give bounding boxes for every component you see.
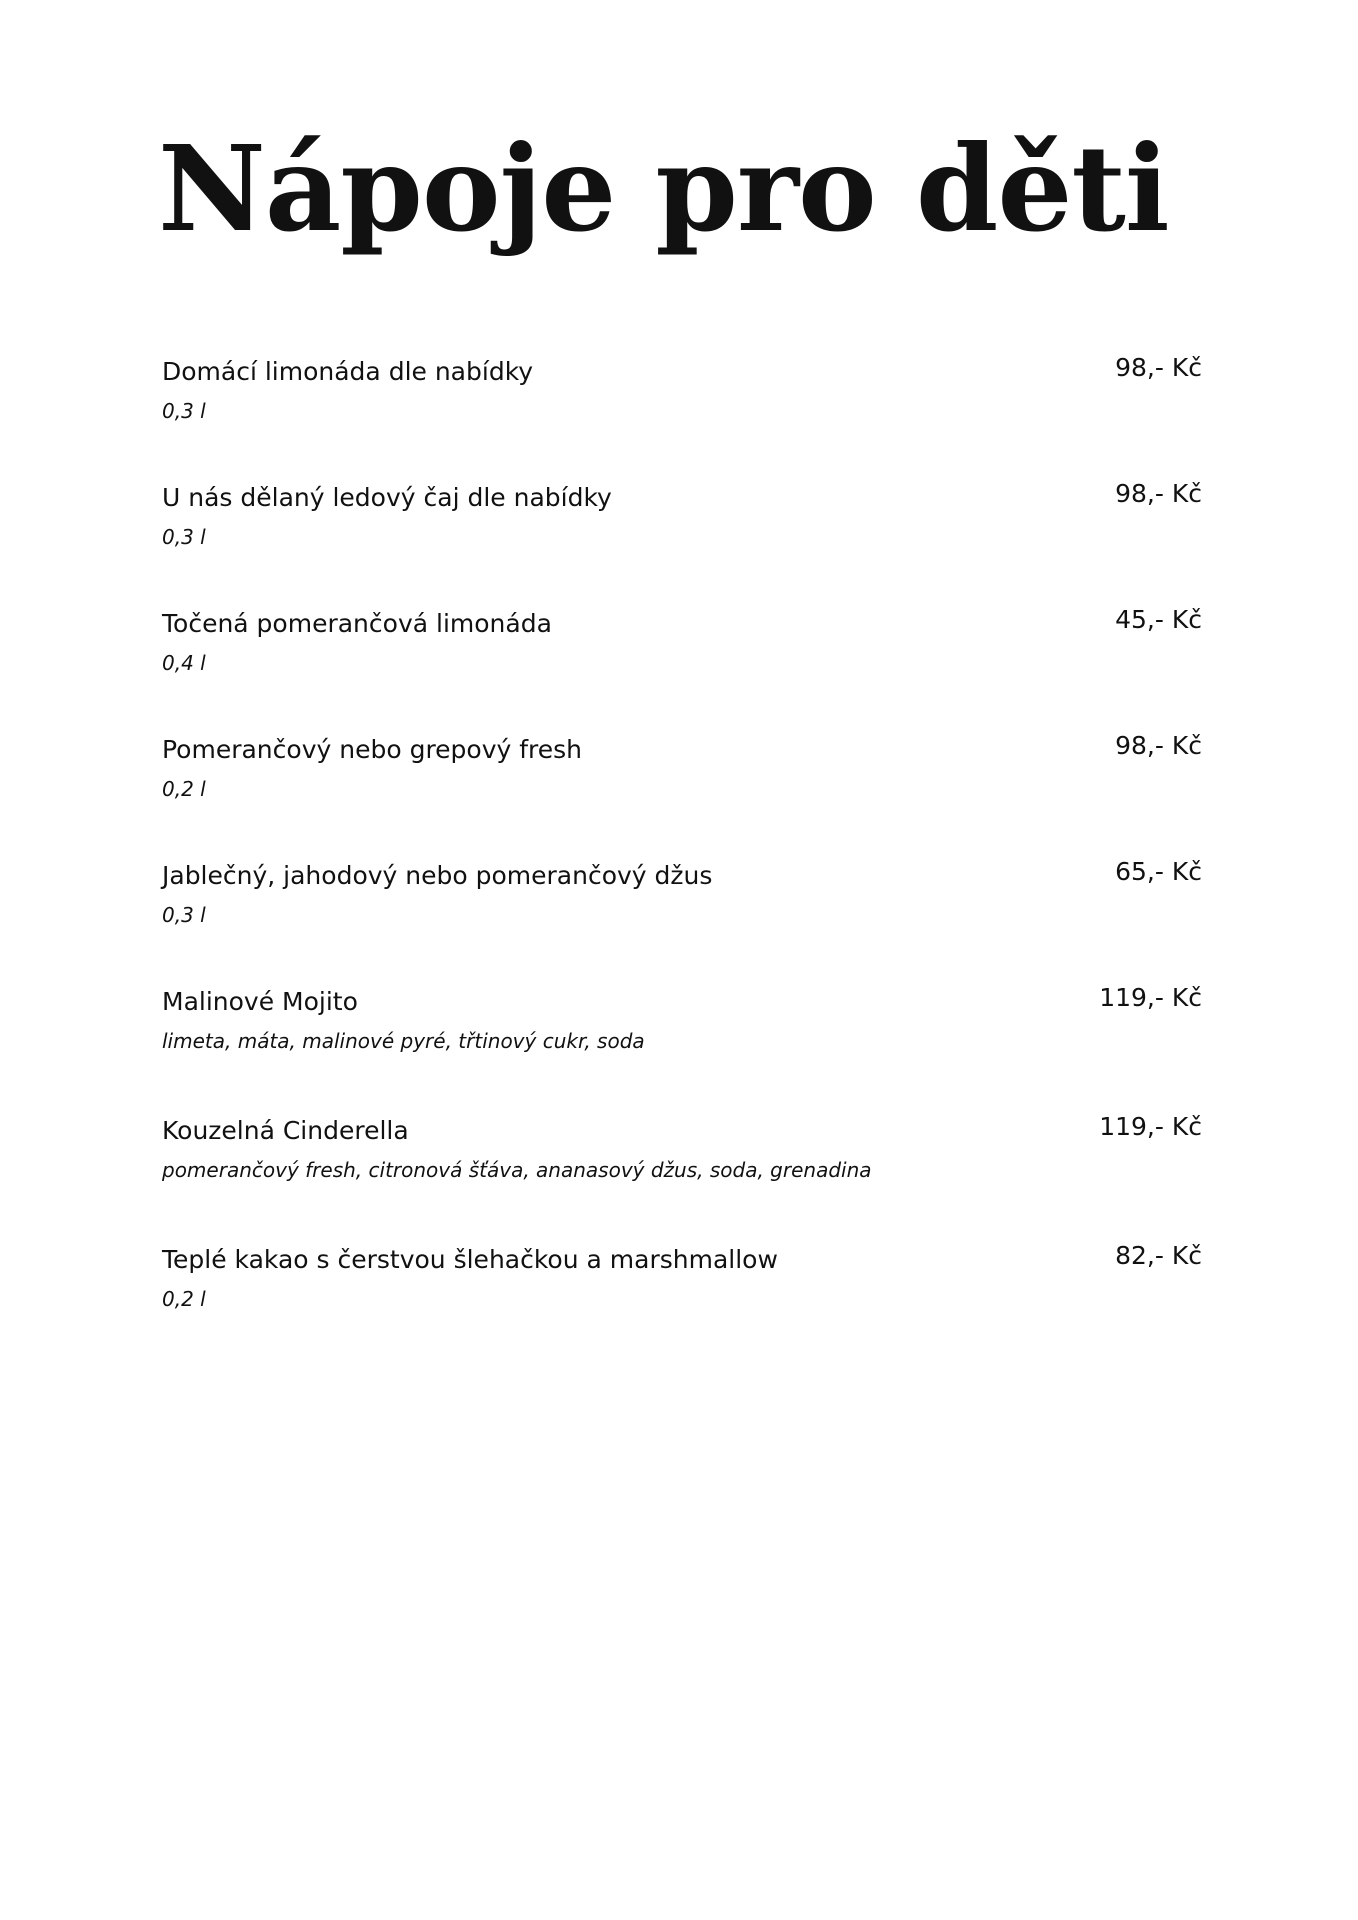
- item-volume: 0,2 l: [162, 1287, 206, 1311]
- item-price: 98,- Kč: [1115, 353, 1202, 382]
- item-name: Domácí limonáda dle nabídky: [162, 357, 534, 386]
- list-item: [162, 604, 1202, 730]
- list-item: [162, 730, 1202, 856]
- item-volume: 0,3 l: [162, 399, 206, 423]
- list-item: [162, 478, 1202, 604]
- item-price: 119,- Kč: [1099, 983, 1202, 1012]
- item-price: 82,- Kč: [1115, 1241, 1202, 1270]
- list-item: [162, 1111, 1202, 1240]
- item-name: U nás dělaný ledový čaj dle nabídky: [162, 483, 612, 512]
- item-ingredients: pomerančový fresh, citronová šťáva, ananasový džus, soda, grenadina: [162, 1158, 872, 1182]
- item-name: Pomerančový nebo grepový fresh: [162, 735, 583, 764]
- item-price: 98,- Kč: [1115, 731, 1202, 760]
- item-name: Jablečný, jahodový nebo pomerančový džus: [162, 861, 713, 890]
- item-name: Točená pomerančová limonáda: [162, 609, 552, 638]
- item-price: 98,- Kč: [1115, 479, 1202, 508]
- item-volume: 0,3 l: [162, 525, 206, 549]
- item-price: 119,- Kč: [1099, 1112, 1202, 1141]
- item-volume: 0,3 l: [162, 903, 206, 927]
- list-item: [162, 352, 1202, 478]
- item-ingredients: limeta, máta, malinové pyré, třtinový cukr, soda: [162, 1029, 645, 1053]
- list-item: [162, 856, 1202, 982]
- page-title: Nápoje pro děti: [158, 119, 1169, 258]
- item-price: 65,- Kč: [1115, 857, 1202, 886]
- item-price: 45,- Kč: [1115, 605, 1202, 634]
- list-item: [162, 1240, 1202, 1366]
- drinks-list: [162, 352, 1202, 1366]
- item-name: Kouzelná Cinderella: [162, 1116, 409, 1145]
- item-name: Malinové Mojito: [162, 987, 358, 1016]
- item-volume: 0,4 l: [162, 651, 206, 675]
- list-item: [162, 982, 1202, 1111]
- item-volume: 0,2 l: [162, 777, 206, 801]
- item-name: Teplé kakao s čerstvou šlehačkou a marshmallow: [162, 1245, 778, 1274]
